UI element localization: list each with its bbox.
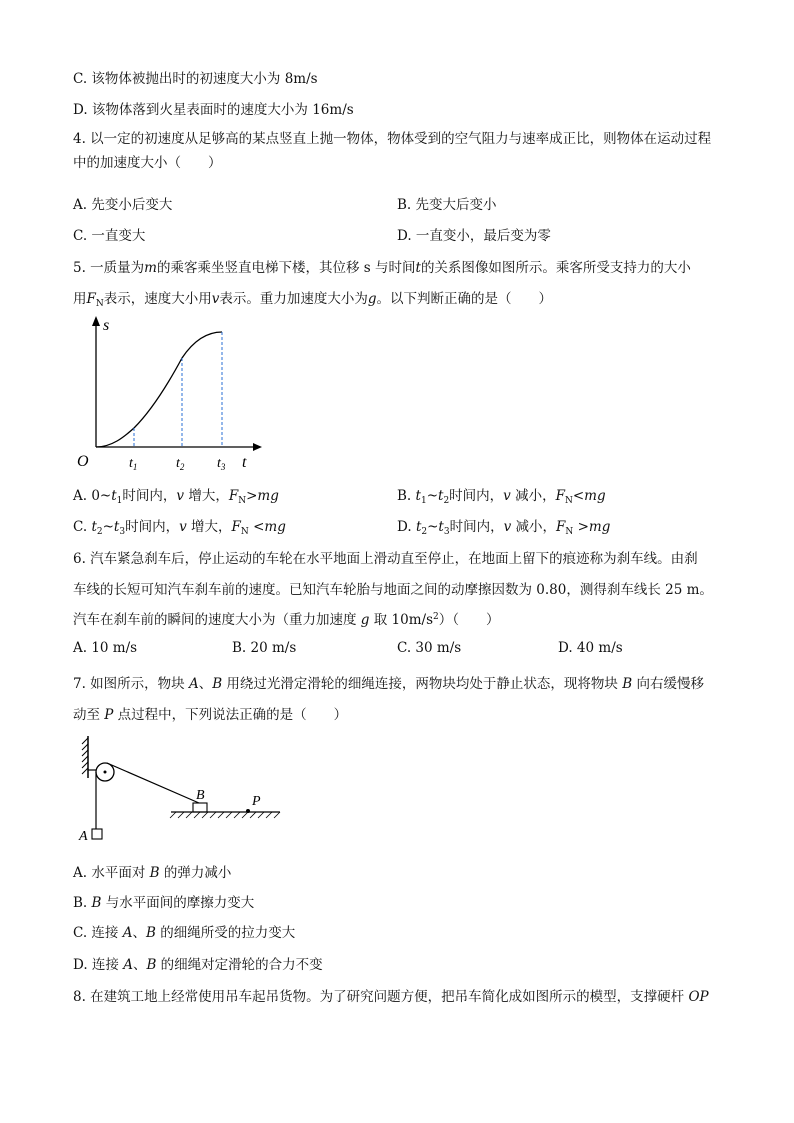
q7-stem-line2: 动至 P 点过程中，下列说法正确的是（ ） xyxy=(73,707,348,723)
q7-pulley-figure xyxy=(76,730,286,845)
q7-block-b xyxy=(193,803,207,812)
q7-point-p xyxy=(246,809,250,813)
q4-option-b: B. 先变大后变小 xyxy=(397,197,497,213)
q7-rope-slant xyxy=(107,763,199,803)
q7-block-a xyxy=(92,829,102,839)
q7-option-c: C. 连接 A、B 的细绳所受的拉力变大 xyxy=(73,925,296,941)
q6-stem-line1: 6. 汽车紧急刹车后，停止运动的车轮在水平地面上滑动直至停止，在地面上留下的痕迹称为刹车线。由刹 xyxy=(73,551,698,567)
q5-tick-t2: $t_2$ xyxy=(176,456,185,472)
q7-label-a: A xyxy=(79,829,88,844)
q5-stem-line2: 用$F_N$表示，速度大小用v表示。重力加速度大小为g。以下判断正确的是（ ） xyxy=(73,291,553,309)
q6-stem-line2: 车线的长短可知汽车刹车前的速度。已知汽车轮胎与地面之间的动摩擦因数为 0.80，测得刹车线长 25 m。 xyxy=(73,582,713,598)
q4-option-a: A. 先变小后变大 xyxy=(73,197,173,213)
q5-y-arrow xyxy=(92,316,100,326)
q3-option-c: C. 该物体被抛出时的初速度大小为 8m/s xyxy=(73,71,318,87)
q4-option-c: C. 一直变大 xyxy=(73,228,146,244)
q6-option-a: A. 10 m/s xyxy=(73,640,138,656)
q3-option-d: D. 该物体落到火星表面时的速度大小为 16m/s xyxy=(73,102,354,118)
q5-tick-t3: $t_3$ xyxy=(217,456,226,472)
q6-option-b: B. 20 m/s xyxy=(232,640,297,656)
q5-option-a: A. $0\sim t_1$时间内，v 增大，$F_N>mg$ xyxy=(73,488,279,506)
q7-option-a: A. 水平面对 B 的弹力减小 xyxy=(73,865,232,881)
q7-ground-hatch xyxy=(170,812,280,818)
q5-option-d: D. $t_2\sim t_3$时间内，v 减小，$F_N >mg$ xyxy=(397,519,611,537)
q7-stem-line1: 7. 如图所示，物块 A、B 用绕过光滑定滑轮的细绳连接，两物块均处于静止状态，现将物块 B 向右缓慢移 xyxy=(73,676,704,692)
q7-wall xyxy=(82,736,88,778)
q7-pulley-axle xyxy=(104,771,107,774)
q6-option-d: D. 40 m/s xyxy=(558,640,623,656)
q5-curve xyxy=(96,332,222,447)
q5-x-arrow xyxy=(253,443,262,451)
q5-option-b: B. $t_1\sim t_2$时间内，v 减小，$F_N<mg$ xyxy=(397,488,606,506)
q6-option-c: C. 30 m/s xyxy=(397,640,462,656)
q7-option-d: D. 连接 A、B 的细绳对定滑轮的合力不变 xyxy=(73,957,323,973)
q5-option-c: C. $t_2\sim t_3$时间内，v 增大，$F_N <mg$ xyxy=(73,519,286,537)
q5-y-label: s xyxy=(103,317,110,334)
q7-option-b: B. B 与水平面间的摩擦力变大 xyxy=(73,895,255,911)
q5-origin: O xyxy=(77,453,89,470)
q7-label-p: P xyxy=(252,794,261,809)
q5-st-graph xyxy=(72,310,272,475)
q5-tick-t1: $t_1$ xyxy=(129,456,138,472)
q4-option-d: D. 一直变小，最后变为零 xyxy=(397,228,551,244)
q5-x-label: t xyxy=(242,454,247,471)
q6-stem-line3: 汽车在刹车前的瞬间的速度大小为（重力加速度 g 取 $10m/s^2$）（ ） xyxy=(73,612,500,628)
q5-stem-line1: 5. 一质量为m的乘客乘坐竖直电梯下楼，其位移 s 与时间t的关系图像如图所示。乘客所受支持力的大小 xyxy=(73,260,691,276)
q7-label-b: B xyxy=(196,788,205,803)
q4-stem: 4. 以一定的初速度从足够高的某点竖直上抛一物体，物体受到的空气阻力与速率成正比，则物体在运动过程中的加速度大小（ ） xyxy=(73,131,712,171)
q8-stem-line1: 8. 在建筑工地上经常使用吊车起吊货物。为了研究问题方便，把吊车简化成如图所示的模型，支撑硬杆 OP xyxy=(73,989,709,1005)
